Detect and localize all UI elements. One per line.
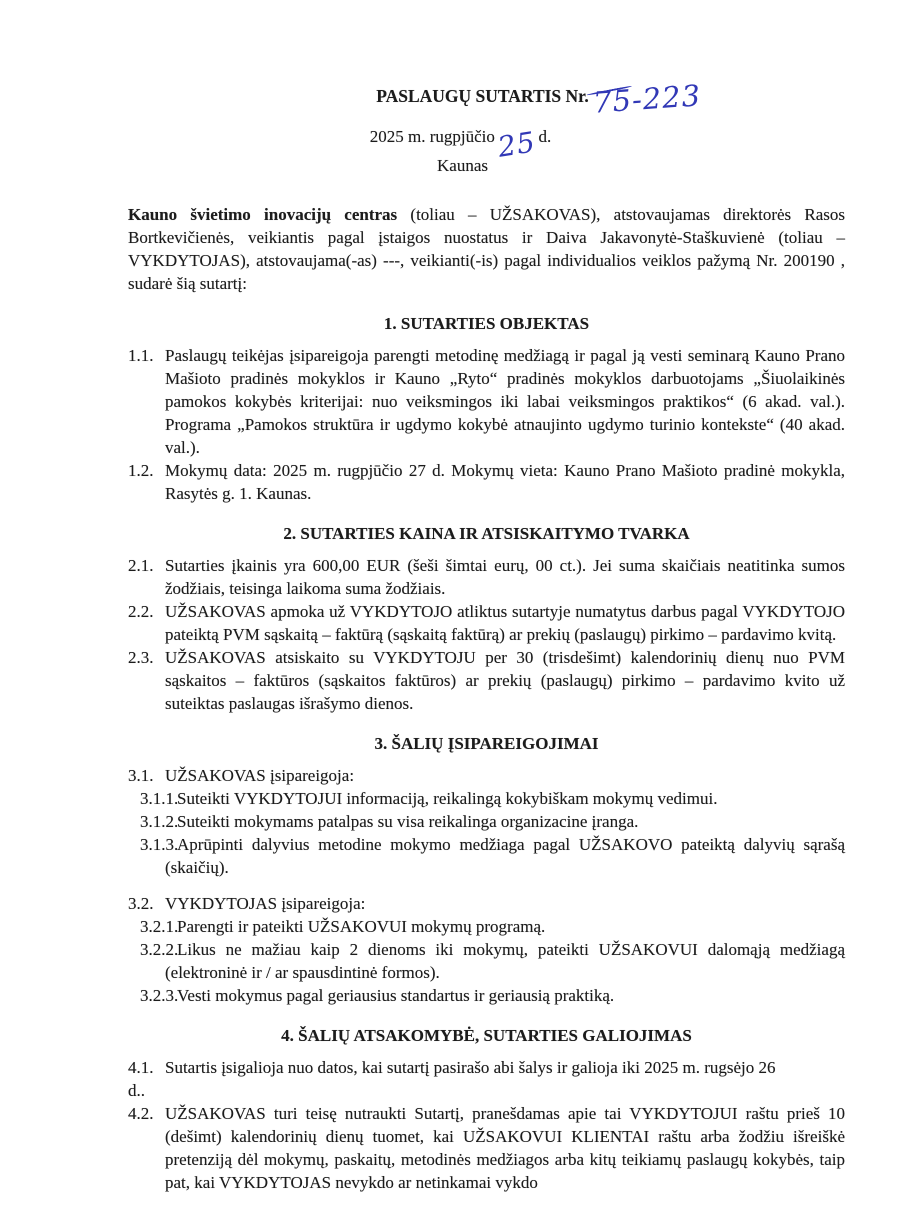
clause-text: Likus ne mažiau kaip 2 dienoms iki mokymų, pateikti UŽSAKOVUI dalomąją medžiagą (elektroninė ir / ar spausdintinė formos). — [165, 940, 845, 982]
clause-text: Aprūpinti dalyvius metodine mokymo medžiaga pagal UŽSAKOVO pateiktą dalyvių sąrašą (skaičių). — [165, 835, 845, 877]
clause-text: UŽSAKOVAS įsipareigoja: — [165, 766, 355, 785]
clause-4-1 — [128, 1056, 845, 1079]
clause-text: Sutarties įkainis yra 600,00 EUR (šeši šimtai eurų, 00 ct.). Jei suma skaičiais neatitinka sumos žodžiais, teisinga laikoma suma žodžiais. — [165, 556, 845, 598]
clause-text: Suteikti VYKDYTOJUI informaciją, reikalingą kokybiškam mokymų vedimui. — [177, 789, 718, 808]
clause-1-1 — [128, 344, 845, 459]
clause-number: 3.2. — [128, 894, 154, 913]
clause-text: VYKDYTOJAS įsipareigoja: — [165, 894, 366, 913]
clause-number: 3.1.1. — [140, 789, 179, 808]
date-suffix: d. — [538, 127, 552, 146]
intro-text: (toliau – UŽSAKOVAS), atstovaujamas direktorės Rasos Bortkevičienės, veikiantis pagal įstaigos nuostatus ir Daiva Jakavonytė-Staškuvienė (toliau – VYKDYTOJAS), atstovaujama(-as) ---, veikianti(-is) pagal individualios veiklos pažymą Nr. 200190 , sudarė šią sutartį: — [128, 205, 845, 293]
clause-number: 3.2.1. — [140, 917, 179, 936]
clause-text: Mokymų data: 2025 m. rugpjūčio 27 d. Mokymų vieta: Kauno Prano Mašioto pradinė mokykla, Rasytės g. 1. Kaunas. — [165, 461, 845, 503]
clause-3-2 — [128, 892, 845, 915]
handwritten-day: 25 — [495, 125, 538, 164]
clause-2-2 — [128, 600, 845, 646]
intro-paragraph — [128, 203, 845, 295]
clause-text: Suteikti mokymams patalpas su visa reikalinga organizacine įranga. — [177, 812, 639, 831]
document-date-line — [102, 125, 819, 164]
clause-3-1-1 — [128, 787, 845, 810]
clause-number: 1.2. — [128, 461, 154, 480]
clause-2-1 — [128, 554, 845, 600]
document-city: Kaunas — [437, 156, 488, 175]
clause-text: Parengti ir pateikti UŽSAKOVUI mokymų programą. — [177, 917, 546, 936]
section-2-heading: 2. SUTARTIES KAINA IR ATSISKAITYMO TVARKA — [283, 524, 690, 543]
section-3-heading: 3. ŠALIŲ ĮSIPAREIGOJIMAI — [374, 734, 599, 753]
clause-3-1-3 — [128, 833, 845, 879]
clause-4-1-continuation: d.. — [128, 1081, 145, 1100]
clause-text: UŽSAKOVAS apmoka už VYKDYTOJO atliktus sutartyje numatytus darbus pagal VYKDYTOJO pateiktą PVM sąskaitą – faktūrą (sąskaitą faktūrą) ar prekių (paslaugų) pirkimo – pardavimo kvitą. — [165, 602, 845, 644]
clause-number: 4.1. — [128, 1058, 154, 1077]
handwritten-contract-number: 75-223 — [591, 78, 702, 120]
clause-text: Vesti mokymus pagal geriausius standartus ir geriausią praktiką. — [177, 986, 615, 1005]
clause-number: 2.2. — [128, 602, 154, 621]
section-1-heading: 1. SUTARTIES OBJEKTAS — [383, 314, 590, 333]
clause-number: 3.2.3. — [140, 986, 179, 1005]
document-title-line — [180, 78, 897, 120]
clause-number: 2.1. — [128, 556, 154, 575]
clause-2-3 — [128, 646, 845, 715]
clause-1-2 — [128, 459, 845, 505]
intro-party-name: Kauno švietimo inovacijų centras — [128, 205, 398, 224]
clause-3-1 — [128, 764, 845, 787]
clause-3-2-2 — [128, 938, 845, 984]
clause-3-2-1 — [128, 915, 845, 938]
clause-number: 3.2.2. — [140, 940, 179, 959]
clause-3-2-3 — [128, 984, 845, 1007]
document-title: PASLAUGŲ SUTARTIS Nr. — [376, 86, 589, 106]
date-prefix: 2025 m. rugpjūčio — [369, 127, 495, 146]
clause-text: UŽSAKOVAS atsiskaito su VYKDYTOJU per 30 (trisdešimt) kalendorinių dienų nuo PVM sąskaitos – faktūros (sąskaitos faktūros) ar prekių (paslaugų) pirkimo – pardavimo kvito už suteiktas paslaugas išrašymo dienos. — [165, 648, 845, 713]
clause-number: 4.2. — [128, 1104, 154, 1123]
section-4-heading: 4. ŠALIŲ ATSAKOMYBĖ, SUTARTIES GALIOJIMAS — [281, 1026, 692, 1045]
clause-number: 3.1.2. — [140, 812, 179, 831]
document-content — [128, 78, 845, 1194]
clause-text: UŽSAKOVAS turi teisę nutraukti Sutartį, pranešdamas apie tai VYKDYTOJUI raštu prieš 10 (dešimt) kalendorinių dienų tuomet, kai UŽSAKOVUI KLIENTAI raštu arba žodžiu išreiškė pretenziją dėl mokymų, paskaitų, metodinės medžiagos arba kitų teikiamų paslaugų kokybės, taip pat, kai VYKDYTOJAS nevykdo ar netinkamai vykdo — [165, 1104, 845, 1192]
clause-text: Paslaugų teikėjas įsipareigoja parengti metodinę medžiagą ir pagal ją vesti seminarą Kauno Prano Mašioto pradinės mokyklos ir Kauno „Ryto“ pradinės mokyklos darbuotojams „Šiuolaikinės pamokos kokybės kriterijai: nuo veiksmingos iki labai veiksmingos praktikos“ (6 akad. val.). Programa „Pamokos struktūra ir ugdymo kokybė atnaujinto ugdymo turinio kontekste“ (40 akad. val.). — [165, 346, 845, 457]
clause-number: 1.1. — [128, 346, 154, 365]
clause-number: 3.1.3. — [140, 835, 179, 854]
clause-4-2 — [128, 1102, 845, 1194]
clause-text: Sutartis įsigalioja nuo datos, kai sutartį pasirašo abi šalys ir galioja iki 2025 m. rugsėjo 26 — [165, 1058, 776, 1077]
clause-number: 2.3. — [128, 648, 154, 667]
clause-number: 3.1. — [128, 766, 154, 785]
clause-3-1-2 — [128, 810, 845, 833]
